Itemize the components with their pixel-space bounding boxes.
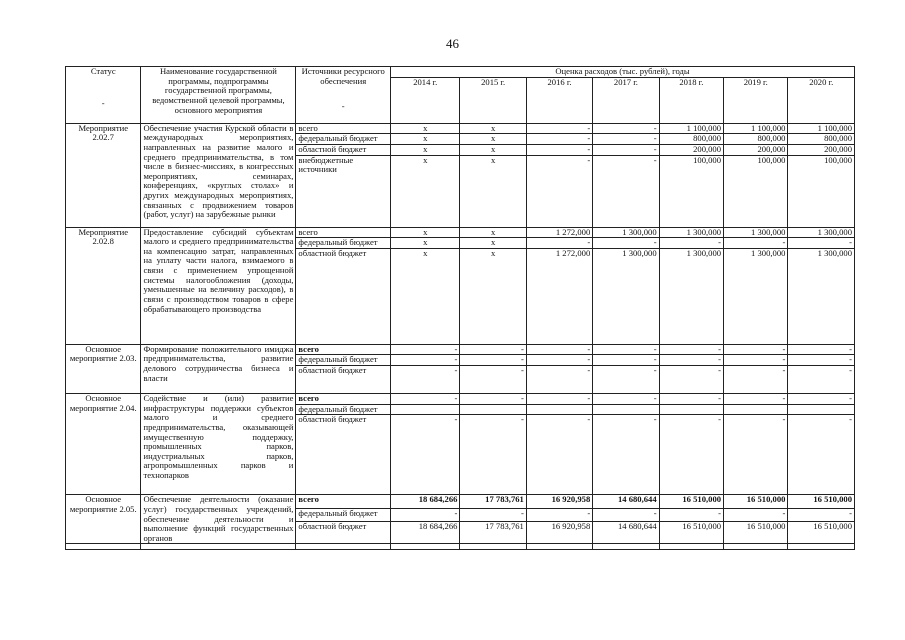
name-cell: Формирование положительного имиджа предпринимательства, развитие делового сотрудничества бизнеса и власти	[141, 344, 296, 393]
value-cell	[526, 404, 592, 415]
value-cell: -	[391, 355, 460, 366]
value-cell: 1 300,000	[724, 248, 788, 344]
value-cell: -	[460, 344, 526, 355]
page-number: 46	[446, 36, 459, 51]
value-cell: -	[526, 508, 592, 521]
value-cell: -	[526, 344, 592, 355]
value-cell: -	[593, 394, 659, 405]
value-cell: 1 272,000	[526, 227, 592, 238]
header-status-mark: -	[101, 97, 105, 108]
value-cell: х	[460, 227, 526, 238]
source-cell: областной бюджет	[296, 521, 391, 544]
table-footer-row	[66, 544, 855, 550]
value-cell: -	[526, 415, 592, 495]
value-cell: -	[526, 123, 592, 134]
value-cell: -	[788, 394, 855, 405]
empty-cell	[788, 544, 855, 550]
status-cell: Мероприятие 2.02.8	[66, 227, 141, 344]
budget-table	[65, 66, 855, 550]
value-cell: -	[526, 394, 592, 405]
source-cell: областной бюджет	[296, 144, 391, 155]
status-cell: Мероприятие 2.02.7	[66, 123, 141, 227]
value-cell: х	[460, 155, 526, 227]
empty-cell	[296, 544, 391, 550]
value-cell: -	[724, 344, 788, 355]
source-cell: областной бюджет	[296, 248, 391, 344]
value-cell: 16 510,000	[659, 521, 723, 544]
value-cell: 200,000	[788, 144, 855, 155]
value-cell: -	[593, 134, 659, 145]
value-cell: х	[460, 238, 526, 249]
value-cell: 16 510,000	[659, 495, 723, 508]
value-cell: -	[659, 238, 723, 249]
value-cell: 800,000	[659, 134, 723, 145]
value-cell: -	[788, 508, 855, 521]
value-cell: -	[659, 415, 723, 495]
value-cell: х	[391, 227, 460, 238]
value-cell: -	[659, 344, 723, 355]
value-cell: -	[391, 344, 460, 355]
table-row	[66, 344, 855, 355]
empty-cell	[593, 544, 659, 550]
header-year: 2018 г.	[659, 77, 723, 123]
value-cell: -	[593, 415, 659, 495]
value-cell	[659, 404, 723, 415]
table-row	[66, 123, 855, 134]
value-cell	[391, 404, 460, 415]
value-cell: 200,000	[724, 144, 788, 155]
value-cell: 1 300,000	[788, 227, 855, 238]
value-cell: -	[526, 366, 592, 394]
status-cell: Основное мероприятие 2.04.	[66, 394, 141, 495]
value-cell: -	[460, 366, 526, 394]
value-cell: -	[593, 123, 659, 134]
empty-cell	[526, 544, 592, 550]
value-cell: -	[593, 155, 659, 227]
value-cell: 1 100,000	[788, 123, 855, 134]
value-cell: -	[593, 344, 659, 355]
header-status	[66, 67, 141, 124]
value-cell: -	[526, 238, 592, 249]
header-year: 2014 г.	[391, 77, 460, 123]
value-cell: 200,000	[659, 144, 723, 155]
header-year: 2017 г.	[593, 77, 659, 123]
value-cell: -	[593, 508, 659, 521]
header-sources-mark: -	[341, 101, 345, 112]
value-cell	[724, 404, 788, 415]
value-cell: 1 272,000	[526, 248, 592, 344]
value-cell: 1 100,000	[724, 123, 788, 134]
value-cell: 100,000	[659, 155, 723, 227]
source-cell: внебюджетные источники	[296, 155, 391, 227]
source-cell: всего	[296, 394, 391, 405]
header-year: 2020 г.	[788, 77, 855, 123]
value-cell: -	[788, 415, 855, 495]
source-cell: федеральный бюджет	[296, 134, 391, 145]
value-cell: х	[391, 238, 460, 249]
source-cell: всего	[296, 344, 391, 355]
empty-cell	[141, 544, 296, 550]
value-cell: х	[460, 123, 526, 134]
header-sources-label: Источники ресурсного обеспечения	[301, 66, 385, 86]
value-cell: 16 510,000	[724, 495, 788, 508]
value-cell: х	[460, 134, 526, 145]
source-cell: федеральный бюджет	[296, 238, 391, 249]
value-cell: 100,000	[788, 155, 855, 227]
value-cell: -	[593, 144, 659, 155]
value-cell: -	[724, 394, 788, 405]
value-cell: 1 100,000	[659, 123, 723, 134]
value-cell: х	[460, 144, 526, 155]
value-cell: -	[593, 355, 659, 366]
value-cell: 16 510,000	[788, 495, 855, 508]
value-cell: -	[659, 508, 723, 521]
value-cell: -	[724, 508, 788, 521]
status-cell: Основное мероприятие 2.03.	[66, 344, 141, 393]
value-cell: -	[724, 238, 788, 249]
source-cell: областной бюджет	[296, 415, 391, 495]
value-cell: -	[593, 366, 659, 394]
header-sources	[296, 67, 391, 124]
value-cell: 16 920,958	[526, 495, 592, 508]
value-cell: -	[460, 415, 526, 495]
value-cell: 17 783,761	[460, 521, 526, 544]
value-cell: 17 783,761	[460, 495, 526, 508]
value-cell: -	[391, 415, 460, 495]
value-cell: -	[526, 134, 592, 145]
value-cell: -	[788, 355, 855, 366]
value-cell: -	[788, 366, 855, 394]
value-cell: 16 510,000	[724, 521, 788, 544]
value-cell: -	[724, 415, 788, 495]
value-cell: 1 300,000	[788, 248, 855, 344]
source-cell: всего	[296, 227, 391, 238]
status-cell: Основное мероприятие 2.05.	[66, 495, 141, 544]
empty-cell	[391, 544, 460, 550]
value-cell: -	[460, 355, 526, 366]
value-cell	[593, 404, 659, 415]
value-cell: -	[788, 238, 855, 249]
value-cell	[460, 404, 526, 415]
value-cell: -	[526, 355, 592, 366]
value-cell: -	[593, 238, 659, 249]
table-row	[66, 495, 855, 508]
name-cell: Обеспечение деятельности (оказание услуг) государственных учреждений, обеспечение деятельности и выполнение функций государственных органов	[141, 495, 296, 544]
header-status-label: Статус	[90, 66, 116, 76]
empty-cell	[460, 544, 526, 550]
value-cell: 14 680,644	[593, 521, 659, 544]
header-row-1	[66, 67, 855, 78]
header-year: 2019 г.	[724, 77, 788, 123]
source-cell: областной бюджет	[296, 366, 391, 394]
source-cell: всего	[296, 495, 391, 508]
value-cell: 800,000	[724, 134, 788, 145]
value-cell: 1 300,000	[593, 248, 659, 344]
source-cell: всего	[296, 123, 391, 134]
name-cell: Обеспечение участия Курской области в международных мероприятиях, направленных на развитие малого и среднего предпринимательства, в том числе в бизнес-миссиях, в конгрессных мероприятиях, семинарах, конференциях, «круглых столах» и других международных мероприятиях, связанных с продвижением товаров (работ, услуг) на зарубежные рынки	[141, 123, 296, 227]
value-cell: -	[391, 508, 460, 521]
value-cell: 16 510,000	[788, 521, 855, 544]
value-cell	[788, 404, 855, 415]
table-row	[66, 227, 855, 238]
value-cell: 1 300,000	[724, 227, 788, 238]
value-cell: -	[788, 344, 855, 355]
source-cell: федеральный бюджет	[296, 355, 391, 366]
value-cell: -	[391, 394, 460, 405]
value-cell: 1 300,000	[659, 227, 723, 238]
source-cell: федеральный бюджет	[296, 508, 391, 521]
value-cell: 18 684,266	[391, 495, 460, 508]
value-cell: 1 300,000	[659, 248, 723, 344]
value-cell: -	[724, 355, 788, 366]
value-cell: 16 920,958	[526, 521, 592, 544]
value-cell: 800,000	[788, 134, 855, 145]
value-cell: -	[659, 355, 723, 366]
value-cell: -	[526, 144, 592, 155]
name-cell: Содействие и (или) развитие инфраструктуры поддержки субъектов малого и среднего предпринимательства, оказывающей имущественную поддержку, промышленных парков, индустриальных парков, агропромышленных парков и технопарков	[141, 394, 296, 495]
value-cell: -	[724, 366, 788, 394]
value-cell: х	[391, 134, 460, 145]
value-cell: -	[526, 155, 592, 227]
value-cell: 14 680,644	[593, 495, 659, 508]
value-cell: 1 300,000	[593, 227, 659, 238]
empty-cell	[724, 544, 788, 550]
empty-cell	[659, 544, 723, 550]
value-cell: х	[391, 248, 460, 344]
value-cell: х	[391, 155, 460, 227]
empty-cell	[66, 544, 141, 550]
value-cell: -	[460, 394, 526, 405]
source-cell: федеральный бюджет	[296, 404, 391, 415]
value-cell: х	[460, 248, 526, 344]
value-cell: х	[391, 144, 460, 155]
value-cell: 100,000	[724, 155, 788, 227]
header-estimate: Оценка расходов (тыс. рублей), годы	[391, 67, 855, 78]
header-year: 2016 г.	[526, 77, 592, 123]
value-cell: -	[391, 366, 460, 394]
value-cell: х	[391, 123, 460, 134]
name-cell: Предоставление субсидий субъектам малого и среднего предпринимательства на компенсацию затрат, направленных на уплату части налога, взимаемого в связи с применением упрощенной системы налогообложения (доходы, уменьшенные на величину расходов), в связи с производством товаров в сфере обрабатывающего производства	[141, 227, 296, 344]
value-cell: -	[659, 394, 723, 405]
value-cell: -	[460, 508, 526, 521]
header-year: 2015 г.	[460, 77, 526, 123]
value-cell: -	[659, 366, 723, 394]
table-row	[66, 394, 855, 405]
value-cell: 18 684,266	[391, 521, 460, 544]
header-name: Наименование государственной программы, подпрограммы государственной программы, ведомственной целевой программы, основного мероприятия	[141, 67, 296, 124]
